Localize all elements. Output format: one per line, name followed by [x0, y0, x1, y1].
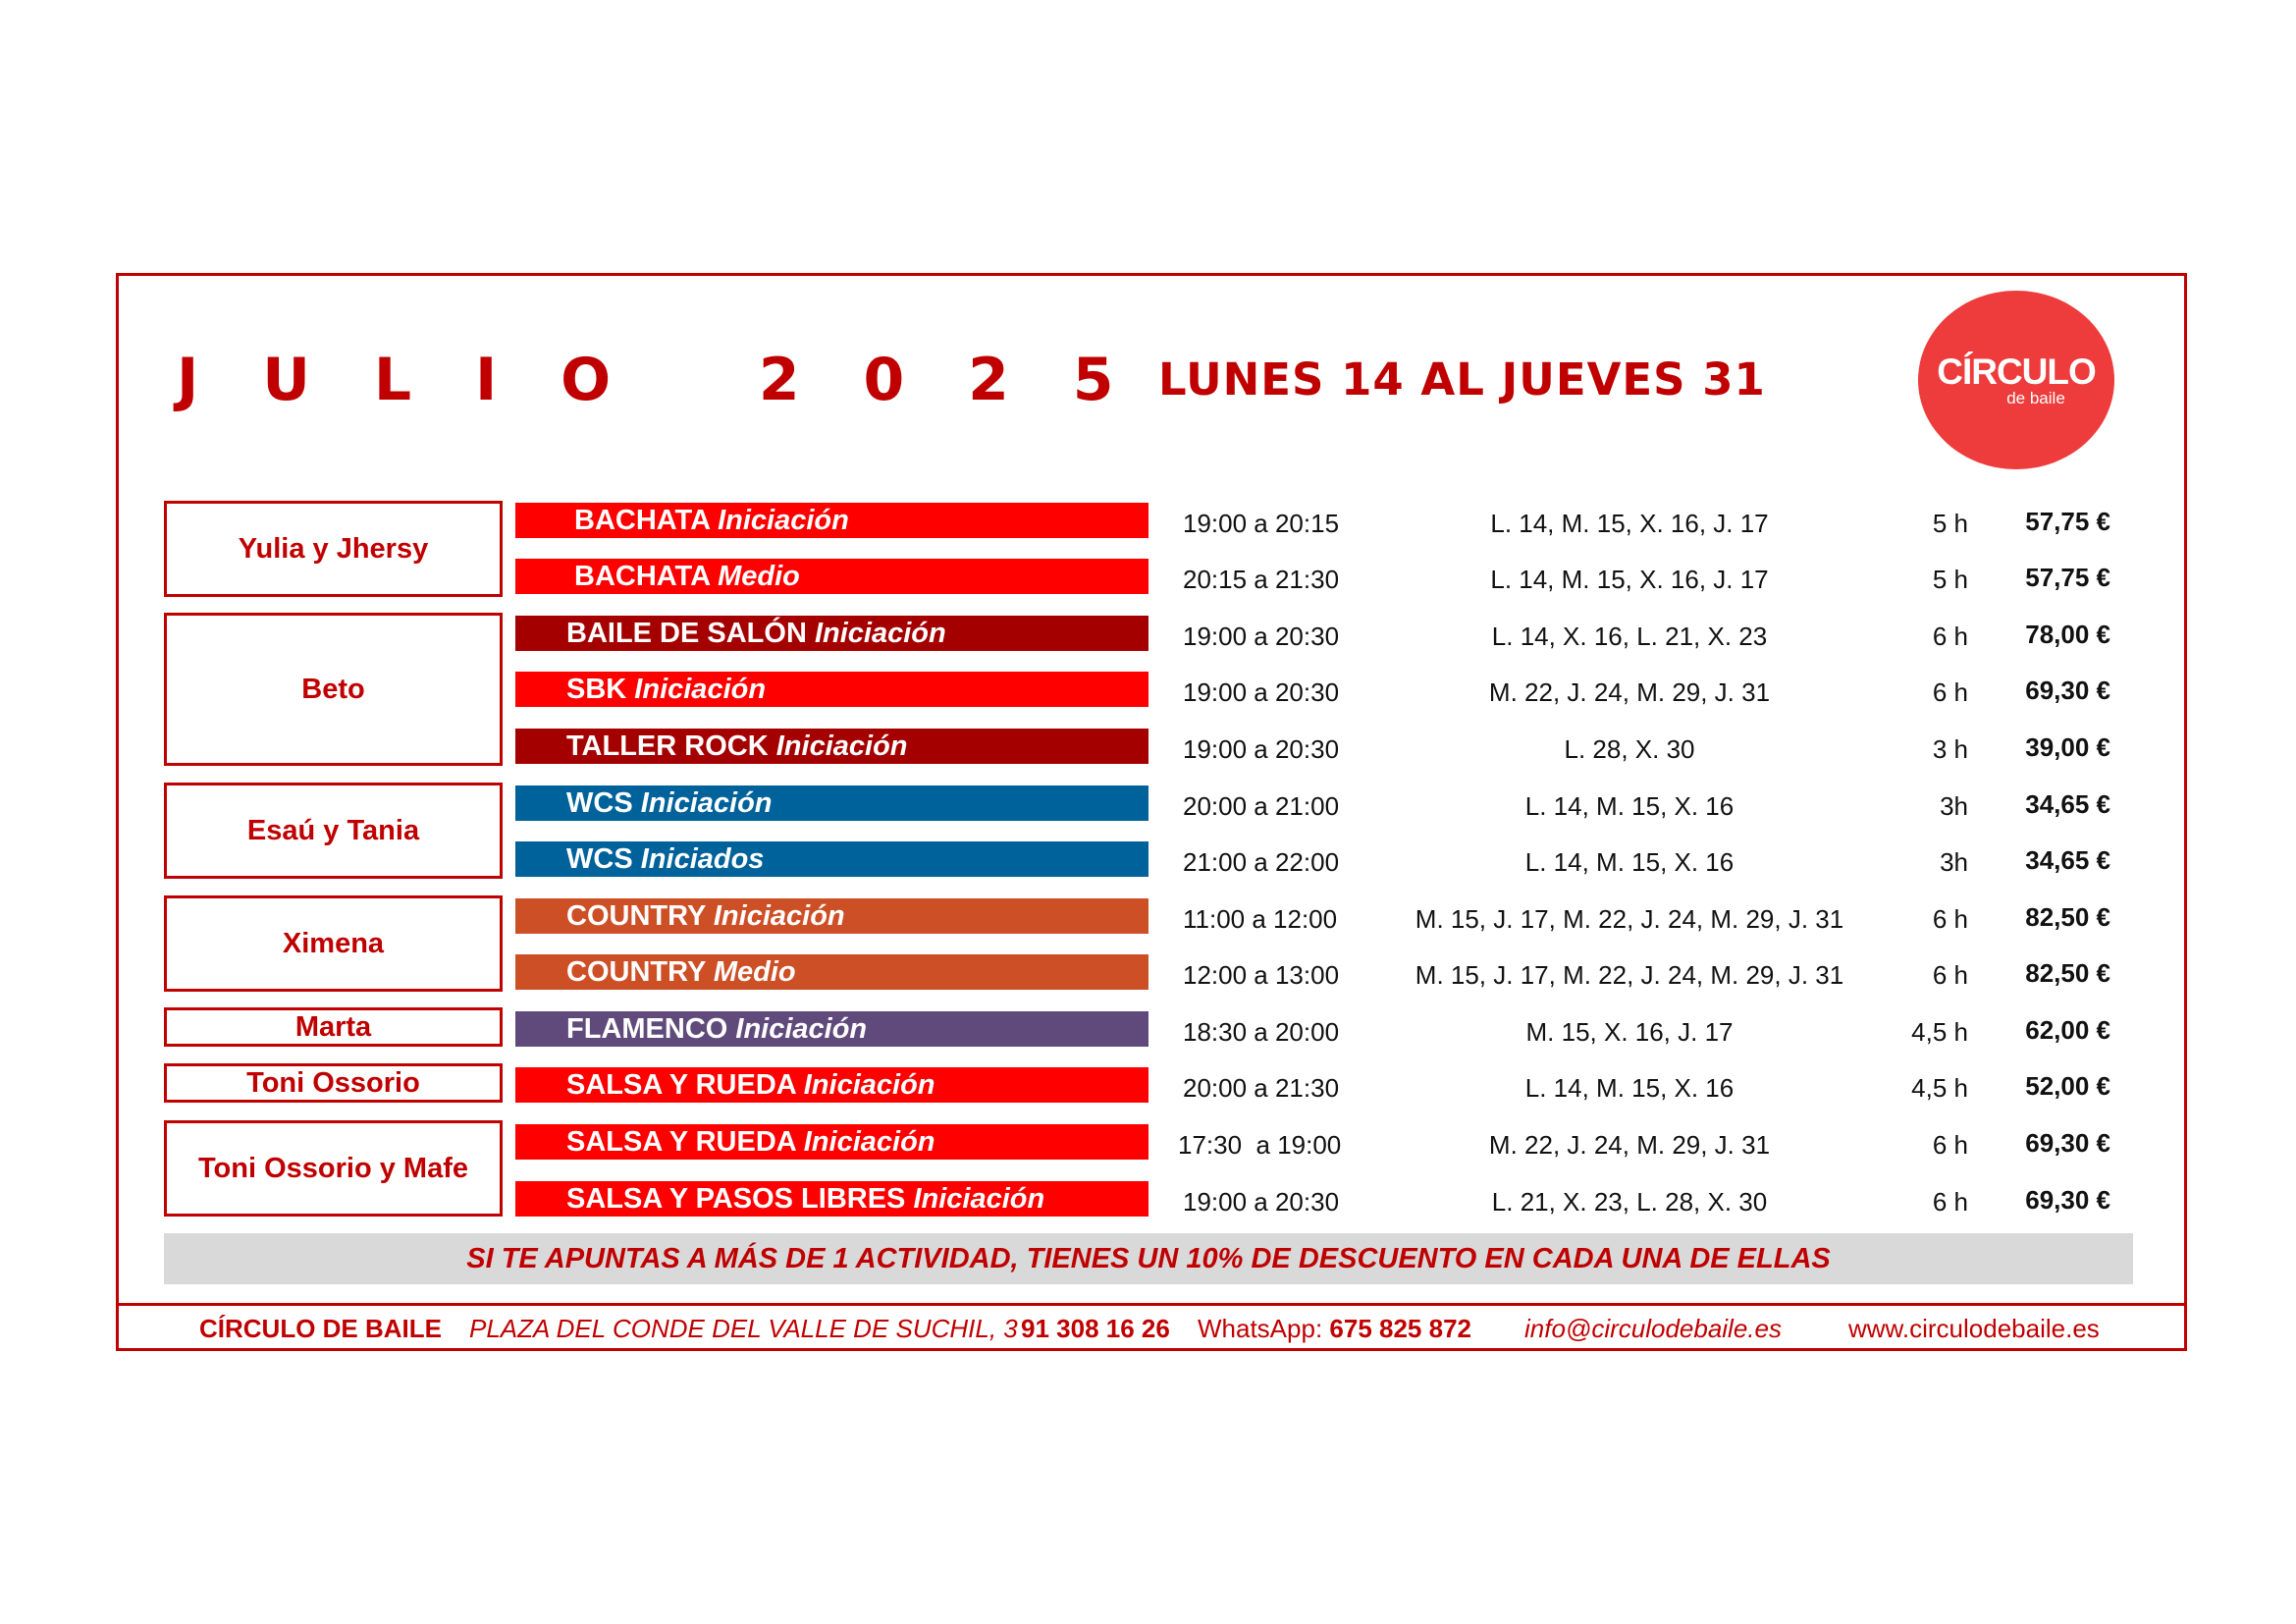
class-price: 57,75 €	[2025, 563, 2110, 592]
footer-whatsapp[interactable]	[1198, 1309, 1471, 1348]
class-time: 18:30 a 20:00	[1183, 1017, 1340, 1047]
class-days: M. 22, J. 24, M. 29, J. 31	[1488, 1130, 1771, 1160]
class-time: 19:00 a 20:30	[1183, 622, 1340, 651]
footer-email[interactable]: info@circulodebaile.es	[1524, 1314, 1782, 1343]
class-bar: BAILE DE SALÓN Iniciación	[515, 616, 1148, 651]
class-price: 82,50 €	[2025, 902, 2110, 932]
class-bar: FLAMENCO Iniciación	[515, 1011, 1148, 1047]
class-days: L. 14, M. 15, X. 16, J. 17	[1490, 509, 1769, 538]
class-days: L. 28, X. 30	[1564, 734, 1695, 764]
teacher-box: Yulia y Jhersy	[164, 501, 503, 597]
class-price: 57,75 €	[2025, 507, 2110, 536]
class-price: 34,65 €	[2025, 845, 2110, 875]
class-hours: 6 h	[1932, 904, 1968, 934]
class-hours: 4,5 h	[1911, 1017, 1968, 1047]
footer-divider	[116, 1303, 2187, 1306]
class-hours: 5 h	[1932, 565, 1968, 594]
class-price: 52,00 €	[2025, 1071, 2110, 1101]
class-time: 21:00 a 22:00	[1183, 847, 1340, 877]
class-bar: TALLER ROCK Iniciación	[515, 729, 1148, 764]
class-hours: 6 h	[1932, 677, 1968, 707]
class-hours: 3h	[1940, 791, 1968, 821]
class-days: L. 14, M. 15, X. 16	[1524, 1073, 1735, 1103]
class-days: M. 22, J. 24, M. 29, J. 31	[1488, 677, 1771, 707]
class-time: 17:30 a 19:00	[1178, 1130, 1342, 1160]
footer-address: PLAZA DEL CONDE DEL VALLE DE SUCHIL, 3	[469, 1314, 1018, 1343]
class-bar: SBK Iniciación	[515, 672, 1148, 707]
class-days: L. 14, X. 16, L. 21, X. 23	[1491, 622, 1768, 651]
class-bar: SALSA Y RUEDA Iniciación	[515, 1067, 1148, 1103]
logo-text: CÍRCULO	[1937, 352, 2096, 392]
class-hours: 5 h	[1932, 509, 1968, 538]
class-price: 78,00 €	[2025, 620, 2110, 649]
footer-website[interactable]: www.circulodebaile.es	[1848, 1314, 2100, 1343]
class-price: 62,00 €	[2025, 1015, 2110, 1045]
logo-subtext: de baile	[2006, 389, 2065, 407]
discount-banner: SI TE APUNTAS A MÁS DE 1 ACTIVIDAD, TIENES UN 10% DE DESCUENTO EN CADA UNA DE ELLAS	[164, 1233, 2133, 1284]
class-days: L. 14, M. 15, X. 16	[1524, 847, 1735, 877]
class-time: 12:00 a 13:00	[1183, 960, 1340, 990]
class-days: L. 21, X. 23, L. 28, X. 30	[1491, 1187, 1768, 1217]
teacher-box: Toni Ossorio y Mafe	[164, 1120, 503, 1217]
class-price: 39,00 €	[2025, 732, 2110, 762]
class-time: 20:15 a 21:30	[1183, 565, 1340, 594]
class-price: 82,50 €	[2025, 958, 2110, 988]
class-bar: WCS Iniciación	[515, 785, 1148, 821]
teacher-box: Ximena	[164, 895, 503, 992]
class-bar: BACHATA Iniciación	[515, 503, 1148, 538]
class-days: L. 14, M. 15, X. 16, J. 17	[1490, 565, 1769, 594]
class-price: 34,65 €	[2025, 789, 2110, 819]
class-time: 11:00 a 12:00	[1183, 904, 1338, 934]
footer-name: CÍRCULO DE BAILE	[199, 1314, 442, 1343]
class-hours: 6 h	[1932, 622, 1968, 651]
class-bar: COUNTRY Iniciación	[515, 898, 1148, 934]
whatsapp-label: WhatsApp:	[1198, 1314, 1323, 1343]
class-days: M. 15, J. 17, M. 22, J. 24, M. 29, J. 31	[1415, 960, 1844, 990]
class-time: 19:00 a 20:15	[1183, 509, 1340, 538]
class-bar: WCS Iniciados	[515, 841, 1148, 877]
class-hours: 3h	[1940, 847, 1968, 877]
date-range: LUNES 14 AL JUEVES 31	[1158, 353, 1766, 406]
class-bar: SALSA Y PASOS LIBRES Iniciación	[515, 1181, 1148, 1217]
class-price: 69,30 €	[2025, 1185, 2110, 1215]
teacher-box: Toni Ossorio	[164, 1063, 503, 1103]
class-hours: 6 h	[1932, 1130, 1968, 1160]
circulo-logo	[1918, 291, 2114, 469]
class-hours: 3 h	[1932, 734, 1968, 764]
class-bar: SALSA Y RUEDA Iniciación	[515, 1124, 1148, 1160]
class-time: 20:00 a 21:30	[1183, 1073, 1340, 1103]
class-days: L. 14, M. 15, X. 16	[1524, 791, 1735, 821]
class-time: 19:00 a 20:30	[1183, 677, 1340, 707]
class-time: 19:00 a 20:30	[1183, 734, 1340, 764]
whatsapp-number: 675 825 872	[1329, 1314, 1471, 1343]
class-bar: BACHATA Medio	[515, 559, 1148, 594]
class-time: 19:00 a 20:30	[1183, 1187, 1340, 1217]
class-price: 69,30 €	[2025, 1128, 2110, 1158]
class-hours: 4,5 h	[1911, 1073, 1968, 1103]
month-title: J U L I O 2 0 2 5	[177, 346, 1136, 414]
class-days: M. 15, J. 17, M. 22, J. 24, M. 29, J. 31	[1415, 904, 1844, 934]
teacher-box: Beto	[164, 613, 503, 766]
class-hours: 6 h	[1932, 960, 1968, 990]
class-hours: 6 h	[1932, 1187, 1968, 1217]
teacher-box: Marta	[164, 1007, 503, 1047]
teacher-box: Esaú y Tania	[164, 783, 503, 879]
class-time: 20:00 a 21:00	[1183, 791, 1340, 821]
class-bar: COUNTRY Medio	[515, 954, 1148, 990]
class-days: M. 15, X. 16, J. 17	[1525, 1017, 1734, 1047]
class-price: 69,30 €	[2025, 676, 2110, 705]
footer-phone[interactable]: 91 308 16 26	[1021, 1314, 1170, 1343]
